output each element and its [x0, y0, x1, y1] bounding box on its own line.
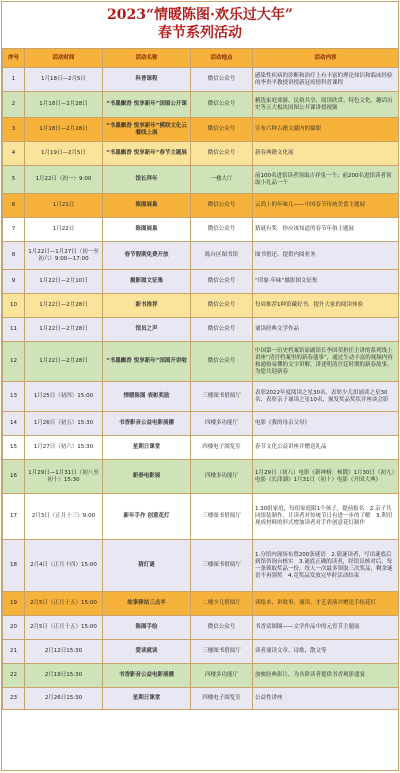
cell-activity-name: 科普课程 [103, 68, 191, 92]
cell-place: 四楼多功能厅 [191, 664, 253, 688]
cell-place: 微信公众号 [191, 118, 253, 142]
cell-activity-name: 爱读就读 [103, 640, 191, 664]
cell-time: 2月3日（正月十三）9:00 [25, 494, 103, 540]
cell-activity-name: 新春电影展 [103, 460, 191, 494]
cell-no: 19 [3, 592, 25, 616]
cell-time: 1月22日—2月28日 [25, 294, 103, 318]
cell-activity-name: 星期日课堂 [103, 436, 191, 460]
cell-activity-name: 书香影音公益电影展播 [103, 412, 191, 436]
table-row [3, 218, 399, 242]
cell-place: 陈台区图书馆 [191, 242, 253, 270]
cell-time: 1月29日—1月31日（初八至初十）15:30 [25, 460, 103, 494]
table-row [3, 92, 399, 118]
cell-place: 四楼多功能厅 [191, 412, 253, 436]
cell-time: 1月18日—2月28日 [25, 118, 103, 142]
cell-time: 1月26日（初五）15:30 [25, 412, 103, 436]
cell-activity-name: 陈图展巢 [103, 194, 191, 218]
cell-activity-name: 猜灯谜 [103, 540, 191, 592]
cell-content: 电影《我的母亲父母》 [253, 412, 399, 436]
cell-no: 5 [3, 166, 25, 194]
cell-place: 微信公众号 [191, 270, 253, 294]
cell-time: 2月19日15:30 [25, 664, 103, 688]
cell-activity-name: 书香影音公益电影展播 [103, 664, 191, 688]
cell-place: 三楼图书借阅厅 [191, 640, 253, 664]
table-row [3, 142, 399, 166]
cell-place: 二楼少儿借阅厅 [191, 592, 253, 616]
cell-content: 宣布六种古籍文献内的猫眼 [253, 118, 399, 142]
cell-content: 云尚上的年味儿——中国春节传统美食主题展 [253, 194, 399, 218]
cell-content: 读绘本、讲故事、诵读、才艺表演并赠送手绘花灯 [253, 592, 399, 616]
cell-no: 16 [3, 460, 25, 494]
cell-time: 2月26日15:30 [25, 688, 103, 710]
table-row [3, 166, 399, 194]
cell-activity-name: “书墨飘香 悦享新年”国图公开课 [103, 92, 191, 118]
table-row [3, 436, 399, 460]
cell-place: 微信公众号 [191, 318, 253, 342]
cell-place: 四楼多功能厅 [191, 460, 253, 494]
cell-no: 3 [3, 118, 25, 142]
cell-activity-name: 故事驿站三点半 [103, 592, 191, 616]
cell-time: 1月19日—2月5日 [25, 142, 103, 166]
poster-title: 2023“情暖陈图·欢乐过大年” [107, 7, 293, 23]
activity-table [2, 48, 399, 710]
cell-time: 2月4日（正月十四）15:00 [25, 540, 103, 592]
cell-place: 微信公众号 [191, 68, 253, 92]
cell-no: 10 [3, 294, 25, 318]
activity-poster [1, 1, 399, 771]
cell-activity-name: 新书推荐 [103, 294, 191, 318]
table-body [3, 68, 399, 710]
cell-time: 1月27日（初六）15:30 [25, 436, 103, 460]
cell-time: 1月22日—2月10日 [25, 270, 103, 294]
cell-content: 中国第一历史档案馆原副馆长李国荣担任主讲的系列线上讲座“清宫档案里的新春盛事”，通过生动丰富的视频内容和通俗易懂的文字讲解，讲述明清宫廷时期的新春故事，为您共迎新春 [253, 342, 399, 382]
table-row [3, 688, 399, 710]
table-row [3, 664, 399, 688]
cell-time: 1月25日（初四）15:00 [25, 382, 103, 412]
cell-no: 12 [3, 342, 25, 382]
cell-time: 1月22日—1月27日（初一至初六）9:00—17:00 [25, 242, 103, 270]
cell-no: 20 [3, 616, 25, 640]
cell-activity-name: 情暖陈图 表彰奖励 [103, 382, 191, 412]
table-row [3, 294, 399, 318]
cell-no: 2 [3, 92, 25, 118]
column-header-no: 序号 [3, 49, 25, 68]
cell-time: 2月5日（正月十五）15:00 [25, 616, 103, 640]
cell-no: 21 [3, 640, 25, 664]
cell-content: 1.30组家庭，每组家庭限1个孩子，提前报名 2.亲子共同组装制作，让读者对传统节日有进一步的了解 3.利用现成材料的形式增加读者对手作创意花灯制作 [253, 494, 399, 540]
cell-no: 23 [3, 688, 25, 710]
table-row [3, 540, 399, 592]
cell-activity-name: 陈图手绘 [103, 616, 191, 640]
cell-place: 一楼大厅 [191, 166, 253, 194]
table-row [3, 242, 399, 270]
cell-no: 7 [3, 218, 25, 242]
table-header-row [3, 49, 399, 68]
cell-content: 感染性疾病的诊断和治疗上有丰富的理论知识和临床经验的李贵平教授讲授新冠疫情科普课程 [253, 68, 399, 92]
cell-place: 微信公众号 [191, 294, 253, 318]
cell-no: 4 [3, 142, 25, 166]
cell-no: 15 [3, 436, 25, 460]
cell-time: 2月12日15:30 [25, 640, 103, 664]
poster-subtitle: 春节系列活动 [158, 25, 242, 41]
cell-content: 图书借还、提供内阅业务 [253, 242, 399, 270]
cell-place: 微信公众号 [191, 342, 253, 382]
cell-activity-name: 馆员之声 [103, 318, 191, 342]
table-row [3, 640, 399, 664]
table-row [3, 616, 399, 640]
column-header-place: 活动地点 [191, 49, 253, 68]
cell-content: 放映经典影片，为各阶读者提供书香观影盛宴 [253, 664, 399, 688]
cell-no: 9 [3, 270, 25, 294]
cell-activity-name: “书墨飘香 悦享新年”国图开讲啦 [103, 342, 191, 382]
column-header-time: 活动时间 [25, 49, 103, 68]
cell-no: 6 [3, 194, 25, 218]
table-row [3, 494, 399, 540]
cell-no: 14 [3, 412, 25, 436]
table-row [3, 118, 399, 142]
cell-no: 18 [3, 540, 25, 592]
table-row [3, 460, 399, 494]
cell-no: 8 [3, 242, 25, 270]
table-row [3, 194, 399, 218]
cell-activity-name: 馆长拜年 [103, 166, 191, 194]
cell-place: 微信公众号 [191, 142, 253, 166]
cell-time: 1月22日 [25, 218, 103, 242]
cell-place: 四楼电子阅览室 [191, 688, 253, 710]
cell-place: 微信公众号 [191, 194, 253, 218]
table-row [3, 68, 399, 92]
cell-no: 13 [3, 382, 25, 412]
cell-place: 三楼图书借阅厅 [191, 494, 253, 540]
cell-content: “印象·年味”摄影图文征集 [253, 270, 399, 294]
table-row [3, 270, 399, 294]
cell-content: 读者诵读文章、诗歌、散文等 [253, 640, 399, 664]
table-row [3, 342, 399, 382]
table-row [3, 412, 399, 436]
cell-no: 22 [3, 664, 25, 688]
cell-activity-name: “书墨飘香 悦享新年”春节主题展 [103, 142, 191, 166]
cell-content: 1.分馆内现场布置200条谜语 2.猜谜读者，写出谜底后到馆咨询台核实 3.谜底正确的读者，经馆员核对后，每一条领取奖品一份，每人一次最多领取三次奖品，剩余谜语不再领奖 4.竞奖品发放完毕时活动结束 [253, 540, 399, 592]
cell-content: 1月29日（初八）电影《新神榜：杨戬》1月30日（初九）电影《长津湖》1月31日（初十）电影《开国大典》 [253, 460, 399, 494]
cell-place: 三楼图书借阅厅 [191, 540, 253, 592]
cell-place: 四楼电子阅览室 [191, 436, 253, 460]
cell-content: 表彰2022年度阅读之星30名、表彰少儿组诵读之星30名、表彰亲子诵读之星10名、颁发奖品奖状并座谈会影 [253, 382, 399, 412]
cell-activity-name: 星期日课堂 [103, 688, 191, 710]
cell-time: 1月22日—2月28日 [25, 342, 103, 382]
column-header-name: 活动名称 [103, 49, 191, 68]
table-row [3, 382, 399, 412]
cell-activity-name: 春节假期免费开放 [103, 242, 191, 270]
cell-no: 1 [3, 68, 25, 92]
cell-place: 微信公众号 [191, 218, 253, 242]
column-header-content: 活动内容 [253, 49, 399, 68]
cell-content: 每周推荐1种馆藏好书，提升大家的阅读体验 [253, 294, 399, 318]
cell-content: 书香话图圈——文学作品中的元宵节主题展 [253, 616, 399, 640]
cell-content: 前100名进馆读者领取吉祥兔一个；前200名进馆读者领取小礼品一个 [253, 166, 399, 194]
cell-time: 1月18日—2月5日 [25, 68, 103, 92]
cell-activity-name: “书墨飘香 悦享新年”模联文化云餐线上展 [103, 118, 191, 142]
cell-activity-name: 陈图展巢 [103, 218, 191, 242]
cell-content: 春节文化公益讲座并赠送礼品 [253, 436, 399, 460]
cell-content: 精选家庭郊游、民俗共享、阅读欣赏、特色文化、趣话历史等五大板块国图公开课讲授视频 [253, 92, 399, 118]
cell-no: 11 [3, 318, 25, 342]
cell-content: 公益性讲座 [253, 688, 399, 710]
cell-no: 17 [3, 494, 25, 540]
cell-content: 猜谜有奖 你应该知道的春节年俗主题展 [253, 218, 399, 242]
cell-place: 微信公众号 [191, 92, 253, 118]
cell-time: 1月22日（初一）9:00 [25, 166, 103, 194]
cell-content: 诵读经典文学作品 [253, 318, 399, 342]
cell-place: 三楼图书借阅厅 [191, 382, 253, 412]
cell-time: 1月22日—2月28日 [25, 318, 103, 342]
cell-activity-name: 摄影图文征集 [103, 270, 191, 294]
cell-time: 1月18日—2月28日 [25, 92, 103, 118]
cell-place: 微信公众号 [191, 616, 253, 640]
cell-activity-name: 新年手作 创意花灯 [103, 494, 191, 540]
cell-content: 新春典籍文化展 [253, 142, 399, 166]
cell-time: 1月21日 [25, 194, 103, 218]
cell-time: 2月5日（正月十五）15:00 [25, 592, 103, 616]
table-row [3, 318, 399, 342]
table-row [3, 592, 399, 616]
